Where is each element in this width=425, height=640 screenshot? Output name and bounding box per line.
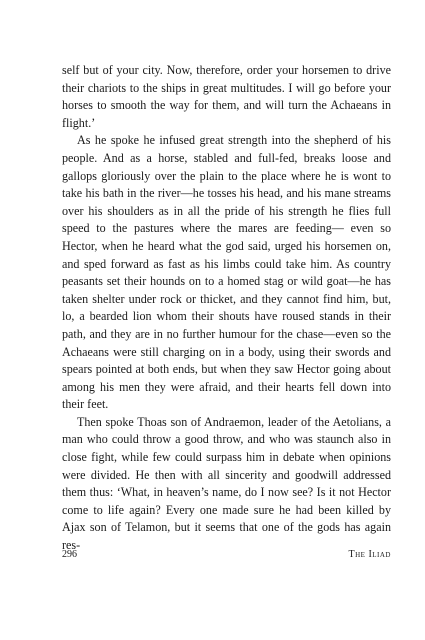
- paragraph-3: Then spoke Thoas son of Andraemon, leader of the Aetolians, a man who could throw a good throw, and who was staunch also in close fight, while few could surpass him in debate when opinions were divided. He then with all sincerity and goodwill addressed them thus: ‘What, in heaven’s name, do I now see? Is it not Hector come to life again? Every one made sure he had been killed by Ajax son of Telamon, but it seems that one of the gods has again res-: [62, 414, 391, 553]
- running-title: The Iliad: [348, 549, 391, 560]
- paragraph-2: As he spoke he infused great strength into the shepherd of his people. And as a horse, stabled and full-fed, breaks loose and gallops gloriously over the plain to the place where he is wont to take his bath in the river—he tosses his head, and his mane streams over his shoulders as in all the pride of his strength he flies full speed to the pastures where the mares are feeding— even so Hector, when he heard what the god said, urged his horsemen on, and sped forward as fast as his limbs could take him. As country peasants set their hounds on to a homed stag or wild goat—he has taken shelter under rock or thicket, and they cannot find him, but, lo, a bearded lion whom their shouts have roused stands in their path, and they are in no further humour for the chase—even so the Achaeans were still charging on in a body, using their swords and spears pointed at both ends, but when they saw Hector going about among his men they were afraid, and their hearts fell down into their feet.: [62, 133, 391, 412]
- page-number: 296: [62, 549, 77, 560]
- body-text: [62, 62, 391, 555]
- paragraph-1: self but of your city. Now, therefore, order your horsemen to drive their chariots to the ships in great multitudes. I will go before your horses to smooth the way for them, and will turn the Achaeans in flight.’: [62, 63, 391, 130]
- page-footer: [62, 547, 391, 563]
